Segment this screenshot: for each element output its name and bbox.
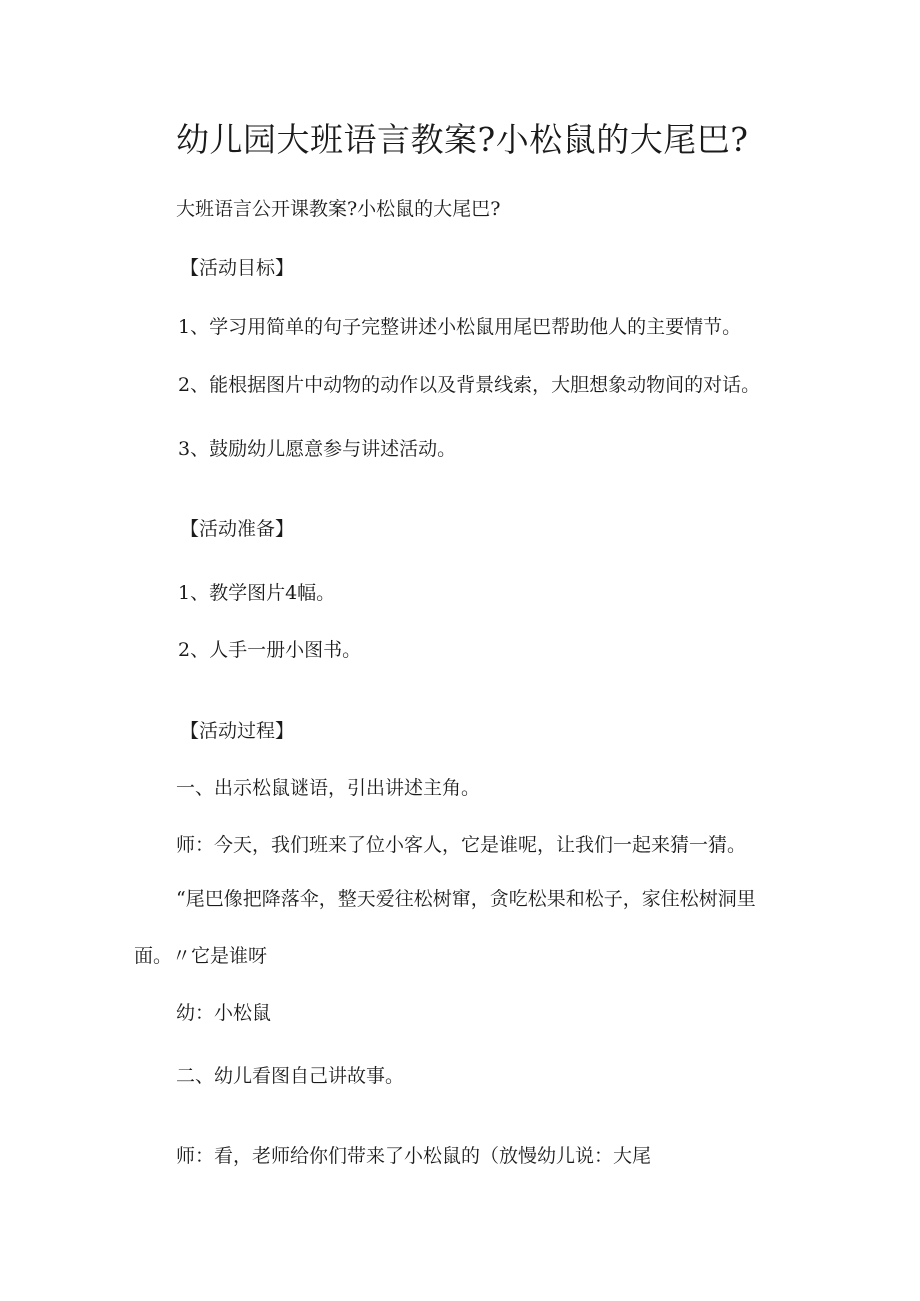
process-heading: 【活动过程】 bbox=[180, 720, 295, 742]
document-subtitle: 大班语言公开课教案?小松鼠的大尾巴? bbox=[176, 198, 501, 220]
goal-item: 2、能根据图片中动物的动作以及背景线索，大胆想象动物间的对话。 bbox=[178, 374, 761, 396]
goals-heading: 【活动目标】 bbox=[180, 257, 295, 279]
goal-item: 1、学习用简单的句子完整讲述小松鼠用尾巴帮助他人的主要情节。 bbox=[178, 316, 742, 338]
process-paragraph: “尾巴像把降落伞，整天爱往松树窜，贪吃松果和松子，家住松树洞里 bbox=[176, 888, 756, 910]
goal-item: 3、鼓励幼儿愿意参与讲述活动。 bbox=[178, 438, 457, 460]
process-paragraph: 二、幼儿看图自己讲故事。 bbox=[176, 1065, 405, 1087]
process-paragraph: 幼：小松鼠 bbox=[176, 1002, 272, 1024]
prep-item: 1、教学图片4幅。 bbox=[178, 582, 336, 604]
process-paragraph-continuation: 面。〃它是谁呀 bbox=[134, 945, 268, 967]
prep-item: 2、人手一册小图书。 bbox=[178, 639, 362, 661]
process-paragraph: 师：今天，我们班来了位小客人，它是谁呢，让我们一起来猜一猜。 bbox=[176, 834, 747, 856]
process-paragraph: 师：看，老师给你们带来了小松鼠的（放慢幼儿说：大尾 bbox=[176, 1145, 652, 1167]
document-title: 幼儿园大班语言教案?小松鼠的大尾巴? bbox=[176, 120, 749, 159]
prep-heading: 【活动准备】 bbox=[180, 518, 295, 540]
process-paragraph: 一、出示松鼠谜语，引出讲述主角。 bbox=[176, 777, 481, 799]
